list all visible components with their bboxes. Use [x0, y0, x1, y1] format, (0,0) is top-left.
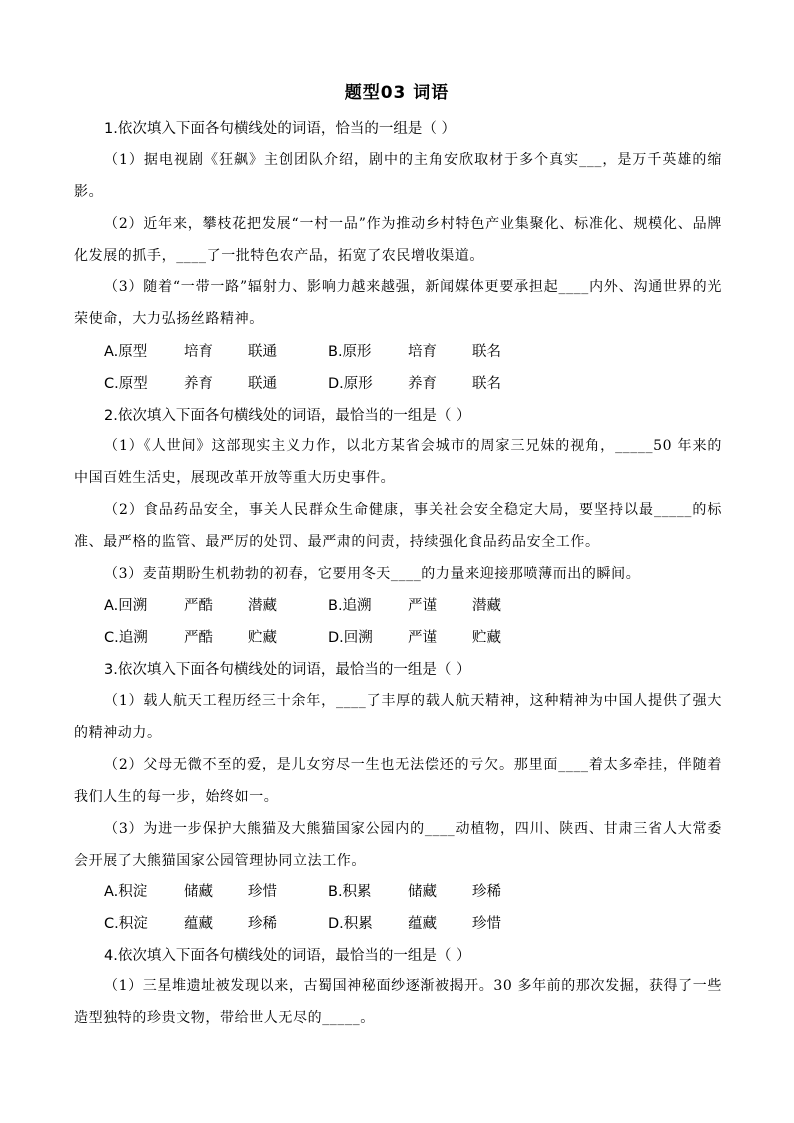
option-word: 储藏: [408, 884, 437, 900]
option-word: 联名: [472, 376, 501, 392]
question-2-options-row-2: [104, 626, 552, 647]
question-2-sentence-1: （1）《人世间》这部现实主义力作，以北方某省会城市的周家三兄妹的视角，_____50 年来的中国百姓生活史，展现改革开放等重大历史事件。: [74, 438, 722, 486]
option-label: D.原形: [328, 376, 373, 392]
option-word: 联通: [248, 344, 277, 360]
option-label: A.回溯: [104, 598, 148, 614]
question-1-options-row-1: [104, 340, 552, 361]
option-word: 储藏: [184, 884, 213, 900]
option-word: 贮藏: [472, 630, 501, 646]
question-3-stem: 3.依次填入下面各句横线处的词语，最恰当的一组是（ ）: [104, 662, 471, 678]
question-2-options-row-1: [104, 594, 552, 615]
question-1-sentence-1: （1）据电视剧《狂飙》主创团队介绍，剧中的主角安欣取材于多个真实___，是万千英雄的缩影。: [74, 152, 722, 200]
question-4-stem: 4.依次填入下面各句横线处的词语，最恰当的一组是（ ）: [104, 948, 471, 964]
option-word: 联名: [472, 344, 501, 360]
question-3-sentence-3: （3）为进一步保护大熊猫及大熊猫国家公园内的____动植物，四川、陕西、甘肃三省人大常委会开展了大熊猫国家公园管理协同立法工作。: [74, 821, 722, 869]
option-word: 蕴藏: [408, 916, 437, 932]
option-label: C.积淀: [104, 916, 148, 932]
question-1-sentence-3: （3）随着“一带一路”辐射力、影响力越来越强，新闻媒体更要承担起____内外、沟通世界的光荣使命，大力弘扬丝路精神。: [74, 279, 722, 327]
option-label: B.积累: [328, 884, 372, 900]
option-word: 养育: [184, 376, 213, 392]
option-a[interactable]: [104, 594, 328, 615]
question-2-stem: 2.依次填入下面各句横线处的词语，最恰当的一组是（ ）: [104, 408, 471, 424]
option-word: 珍惜: [248, 884, 277, 900]
option-word: 潜藏: [248, 598, 277, 614]
option-word: 蕴藏: [184, 916, 213, 932]
question-3-options-row-1: [104, 880, 552, 901]
option-label: C.追溯: [104, 630, 148, 646]
option-word: 严酷: [184, 630, 213, 646]
option-a[interactable]: [104, 340, 328, 361]
option-b[interactable]: [328, 340, 552, 361]
option-d[interactable]: [328, 372, 552, 393]
option-d[interactable]: [328, 912, 552, 933]
option-word: 潜藏: [472, 598, 501, 614]
option-word: 养育: [408, 376, 437, 392]
option-word: 珍稀: [472, 884, 501, 900]
option-d[interactable]: [328, 626, 552, 647]
option-label: D.回溯: [328, 630, 373, 646]
option-word: 珍稀: [248, 916, 277, 932]
question-3-sentence-1: （1）载人航天工程历经三十余年，____了丰厚的载人航天精神，这种精神为中国人提供了强大的精神动力。: [74, 693, 722, 741]
question-1-stem: 1.依次填入下面各句横线处的词语，恰当的一组是（ ）: [104, 121, 456, 137]
question-4-sentence-1: （1）三星堆遗址被发现以来，古蜀国神秘面纱逐渐被揭开。30 多年前的那次发掘，获得了一些造型独特的珍贵文物，带给世人无尽的_____。: [74, 978, 722, 1026]
page-title: 题型03 词语: [344, 83, 450, 103]
option-word: 联通: [248, 376, 277, 392]
option-c[interactable]: [104, 912, 328, 933]
option-b[interactable]: [328, 594, 552, 615]
option-word: 培育: [184, 344, 213, 360]
option-word: 培育: [408, 344, 437, 360]
question-3-options-row-2: [104, 912, 552, 933]
option-label: A.原型: [104, 344, 148, 360]
option-a[interactable]: [104, 880, 328, 901]
question-3-sentence-2: （2）父母无微不至的爱，是儿女穷尽一生也无法偿还的亏欠。那里面____着太多牵挂，伴随着我们人生的每一步，始终如一。: [74, 757, 722, 805]
option-word: 贮藏: [248, 630, 277, 646]
question-1-options-row-2: [104, 372, 552, 393]
option-word: 珍惜: [472, 916, 501, 932]
option-label: B.追溯: [328, 598, 372, 614]
option-label: A.积淀: [104, 884, 148, 900]
option-label: B.原形: [328, 344, 372, 360]
option-word: 严谨: [408, 630, 437, 646]
option-c[interactable]: [104, 626, 328, 647]
option-b[interactable]: [328, 880, 552, 901]
question-1-sentence-2: （2）近年来，攀枝花把发展“一村一品”作为推动乡村特色产业集聚化、标准化、规模化、品牌化发展的抓手，____了一批特色农产品，拓宽了农民增收渠道。: [74, 216, 722, 264]
option-c[interactable]: [104, 372, 328, 393]
option-word: 严谨: [408, 598, 437, 614]
option-word: 严酷: [184, 598, 213, 614]
question-2-sentence-3: （3）麦苗期盼生机勃勃的初春，它要用冬天____的力量来迎接那喷薄而出的瞬间。: [104, 566, 641, 582]
option-label: C.原型: [104, 376, 148, 392]
question-2-sentence-2: （2）食品药品安全，事关人民群众生命健康，事关社会安全稳定大局，要坚持以最_____的标准、最严格的监管、最严厉的处罚、最严肃的问责，持续强化食品药品安全工作。: [74, 502, 722, 550]
option-label: D.积累: [328, 916, 373, 932]
